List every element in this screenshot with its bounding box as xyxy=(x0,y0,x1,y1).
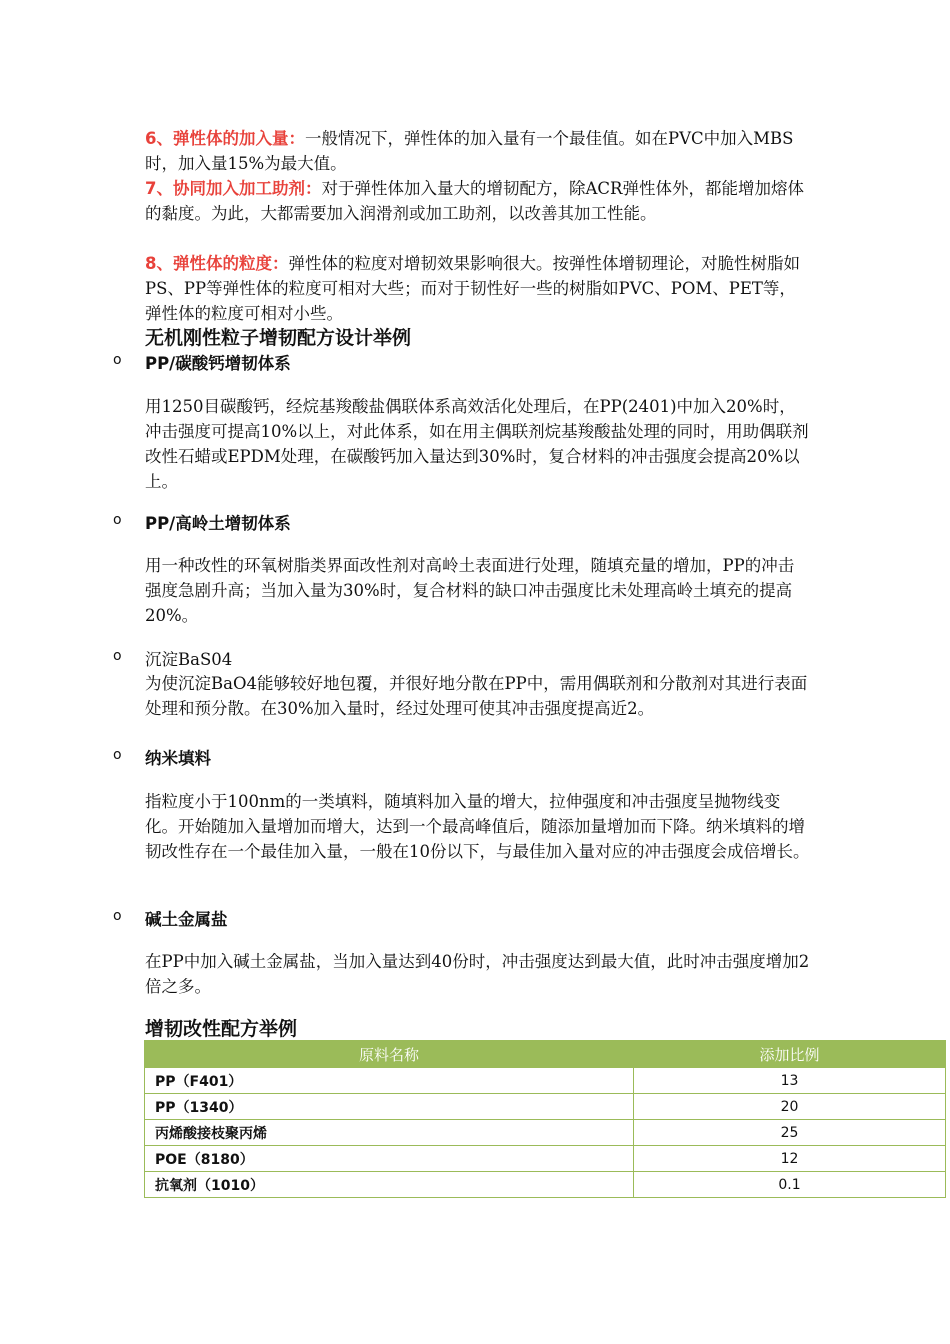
list-item-label: 碱土金属盐 xyxy=(145,910,228,929)
heading-elastomer-amount: 6、弹性体的加入量： xyxy=(145,129,305,148)
list-item-nano xyxy=(113,745,813,769)
ratio-cell: 12 xyxy=(634,1146,946,1172)
list-item-baso4 xyxy=(113,646,813,670)
list-item-label: PP/碳酸钙增韧体系 xyxy=(145,354,291,373)
ratio-cell: 25 xyxy=(634,1120,946,1146)
list-item-body: 在PP中加入碱土金属盐，当加入量达到40份时，冲击强度达到最大值，此时冲击强度增加2倍之多。 xyxy=(145,952,810,996)
text-processing-aid: 对于弹性体加入量大的增韧配方，除ACR弹性体外，都能增加熔体的黏度。为此，大都需要加入润滑剂或加工助剂，以改善其加工性能。 xyxy=(145,179,804,223)
bullet-marker: o xyxy=(113,747,122,763)
list-item-body: 用一种改性的环氧树脂类界面改性剂对高岭土表面进行处理，随填充量的增加，PP的冲击强度急剧升高；当加入量为30%时，复合材料的缺口冲击强度比未处理高岭土填充的提高20%。 xyxy=(145,556,795,625)
heading-particle-size: 8、弹性体的粒度： xyxy=(145,254,289,273)
bullet-marker: o xyxy=(113,648,122,664)
column-header-material: 原料名称 xyxy=(145,1041,634,1068)
material-cell: POE（8180） xyxy=(145,1146,634,1172)
ratio-cell: 20 xyxy=(634,1094,946,1120)
list-item-alkaline-earth xyxy=(113,906,813,930)
table-row xyxy=(145,1146,946,1172)
section-title-rigid-particles: 无机刚性粒子增韧配方设计举例 xyxy=(145,327,412,349)
material-cell: PP（F401） xyxy=(145,1068,634,1094)
ratio-cell: 13 xyxy=(634,1068,946,1094)
material-cell: 抗氧剂（1010） xyxy=(145,1172,634,1198)
bullet-marker: o xyxy=(113,512,122,528)
list-item-label: PP/高岭土增韧体系 xyxy=(145,514,291,533)
list-item-label: 沉淀BaS04 xyxy=(145,650,233,669)
list-item-kaolin xyxy=(113,510,813,534)
section-title-formula: 增韧改性配方举例 xyxy=(145,1018,298,1040)
column-header-ratio: 添加比例 xyxy=(634,1041,946,1068)
table-row xyxy=(145,1068,946,1094)
table-row xyxy=(145,1094,946,1120)
list-item-body: 用1250目碳酸钙，经烷基羧酸盐偶联体系高效活化处理后，在PP(2401)中加入20%时，冲击强度可提高10%以上，对此体系，如在用主偶联剂烷基羧酸盐处理的同时，用助偶联剂改性石蜡或EPDM处理，在碳酸钙加入量达到30%时，复合材料的冲击强度会提高20%以上。 xyxy=(145,397,809,491)
list-item-body: 指粒度小于100nm的一类填料，随填料加入量的增大，拉伸强度和冲击强度呈抛物线变化。开始随加入量增加而增大，达到一个最高峰值后，随添加量增加而下降。纳米填料的增韧改性存在一个最佳加入量，一般在10份以下，与最佳加入量对应的冲击强度会成倍增长。 xyxy=(145,792,810,861)
list-item-body: 为使沉淀BaO4能够较好地包覆，并很好地分散在PP中，需用偶联剂和分散剂对其进行表面处理和预分散。在30%加入量时，经过处理可使其冲击强度提高近2。 xyxy=(145,674,808,718)
bullet-marker: o xyxy=(113,352,122,368)
paragraph-processing-aid xyxy=(145,176,810,226)
formula-table xyxy=(144,1040,946,1198)
ratio-cell: 0.1 xyxy=(634,1172,946,1198)
bullet-marker: o xyxy=(113,908,122,924)
list-item-caco3 xyxy=(113,350,813,374)
table-row xyxy=(145,1120,946,1146)
paragraph-particle-size xyxy=(145,251,810,326)
table-header-row xyxy=(145,1041,946,1068)
material-cell: PP（1340） xyxy=(145,1094,634,1120)
material-cell: 丙烯酸接枝聚丙烯 xyxy=(145,1120,634,1146)
paragraph-elastomer-amount xyxy=(145,126,810,176)
text-particle-size: 弹性体的粒度对增韧效果影响很大。按弹性体增韧理论，对脆性树脂如PS、PP等弹性体的粒度可相对大些；而对于韧性好一些的树脂如PVC、POM、PET等，弹性体的粒度可相对小些。 xyxy=(145,254,800,323)
table-row xyxy=(145,1172,946,1198)
text-elastomer-amount: 一般情况下，弹性体的加入量有一个最佳值。如在PVC中加入MBS时，加入量15%为最大值。 xyxy=(145,129,794,173)
list-item-label: 纳米填料 xyxy=(145,749,211,768)
heading-processing-aid: 7、协同加入加工助剂： xyxy=(145,179,322,198)
